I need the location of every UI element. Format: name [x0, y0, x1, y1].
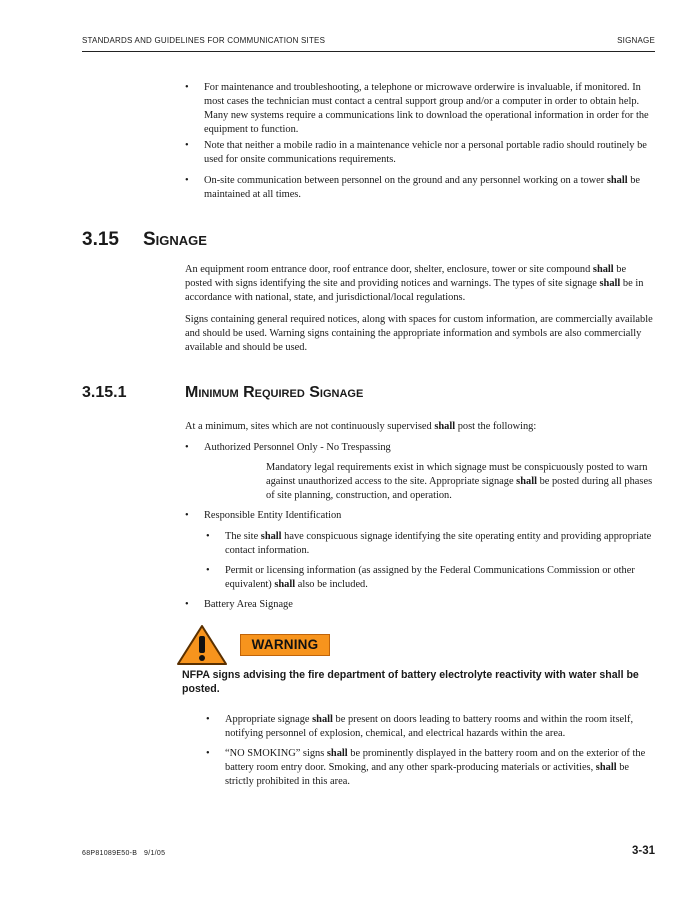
item-authorized-note: Mandatory legal requirements exist in which signage must be conspicuously posted to warn against unauthorized access to the site. Appropriate signage shall be posted during all phases of site planning, construction, and operation.: [266, 462, 653, 501]
subsection-number: 3.15.1: [82, 384, 127, 401]
item-authorized-personnel: Authorized Personnel Only - No Trespassing: [204, 442, 391, 453]
footer-date: 9/1/05: [144, 850, 166, 857]
section-paragraph-1: An equipment room entrance door, roof entrance door, shelter, enclosure, tower or site compound shall be posted with signs identifying the site and providing notices and warnings. The types of site signage shall be in accordance with national, state, and jurisdictional/local regulations.: [185, 264, 644, 303]
warning-label: WARNING: [240, 634, 330, 656]
item-battery-area: Battery Area Signage: [204, 599, 293, 610]
bullet-icon: •: [206, 748, 210, 759]
warning-triangle-icon: [176, 624, 228, 666]
section-title: Signage: [143, 229, 207, 250]
bullet-icon: •: [185, 82, 189, 93]
bullet-icon: •: [206, 565, 210, 576]
header-title: STANDARDS AND GUIDELINES FOR COMMUNICATION SITES: [82, 36, 326, 45]
bullet-icon: •: [206, 714, 210, 725]
battery-bullet-1: Appropriate signage shall be present on doors leading to battery rooms and within the room itself, notifying personnel of explosion, chemical, and electrical hazards within the area.: [225, 714, 634, 739]
intro-bullet-2: Note that neither a mobile radio in a maintenance vehicle nor a personal portable radio should routinely be used for onsite communications requirements.: [204, 140, 647, 165]
bullet-icon: •: [185, 140, 189, 151]
header-section: SIGNAGE: [617, 36, 655, 45]
entity-sub-1: The site shall have conspicuous signage identifying the site operating entity and providing appropriate contact information.: [225, 531, 652, 556]
item-responsible-entity: Responsible Entity Identification: [204, 510, 342, 521]
section-number: 3.15: [82, 229, 119, 250]
bullet-icon: •: [206, 531, 210, 542]
intro-bullet-3: On-site communication between personnel on the ground and any personnel working on a tower shall be maintained at all times.: [204, 175, 641, 200]
subsection-title: Minimum Required Signage: [185, 384, 364, 401]
running-header: [82, 36, 655, 50]
footer-doc-info: [82, 850, 165, 857]
bullet-icon: •: [185, 599, 189, 610]
bullet-icon: •: [185, 510, 189, 521]
footer-doc-id: 68P81089E50-B: [82, 850, 138, 857]
subsection-intro: At a minimum, sites which are not continuously supervised shall post the following:: [185, 421, 537, 432]
warning-text: NFPA signs advising the fire department of battery electrolyte reactivity with water shall be posted.: [182, 669, 639, 695]
entity-sub-2: Permit or licensing information (as assigned by the Federal Communications Commission or other equivalent) shall also be included.: [225, 565, 635, 590]
page-number: 3-31: [631, 845, 655, 857]
intro-bullet-1: For maintenance and troubleshooting, a telephone or microwave orderwire is invaluable, if monitored. In most cases the technician must contact a central support group and/or a computer in order to obtain help. Many new systems require a communications link to download the operational information in order for the equipment to function.: [204, 82, 649, 135]
bullet-icon: •: [185, 175, 189, 186]
bullet-icon: •: [185, 442, 189, 453]
battery-bullet-2: “NO SMOKING” signs shall be prominently displayed in the battery room and on the exterior of the battery room entry door. Smoking, and any other spark-producing materials or activities, shall be strictly prohibited in this area.: [225, 748, 646, 787]
section-paragraph-2: Signs containing general required notices, along with spaces for custom information, are commercially available and should be used. Warning signs containing the appropriate information and symbols are also commercially available and should be used.: [185, 314, 653, 353]
header-rule: [82, 51, 655, 52]
